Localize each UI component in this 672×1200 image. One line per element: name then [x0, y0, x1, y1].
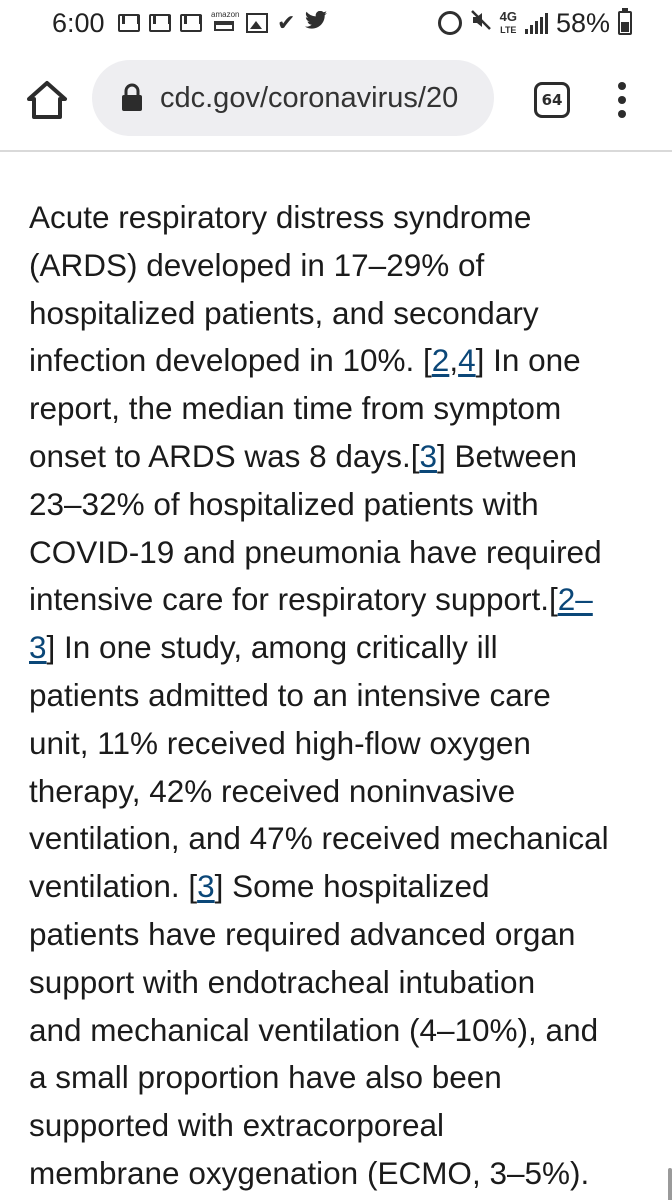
text-line: patients have required advanced organ [29, 915, 576, 952]
notification-icons [118, 9, 328, 37]
reference-link-3[interactable]: 3 [197, 868, 215, 905]
clipped-previous-text [30, 152, 490, 154]
text-fragment: , [449, 342, 459, 379]
article-paragraph [29, 194, 659, 1198]
web-page-content [0, 152, 672, 1200]
text-line: (ARDS) developed in 17–29% of [29, 246, 485, 283]
network-type [499, 8, 517, 36]
reference-link-2-3-part2[interactable]: 3 [29, 629, 47, 666]
reference-link-4[interactable]: 4 [458, 342, 476, 379]
alarm-icon [438, 11, 462, 35]
status-bar [0, 0, 672, 48]
text-line: hospitalized patients, and secondary [29, 294, 539, 331]
amazon-icon-label: amazon [211, 10, 240, 19]
browser-toolbar [0, 48, 672, 152]
text-line: intensive care for respiratory support.[ [29, 581, 558, 618]
reference-link-3[interactable]: 3 [419, 437, 437, 474]
twitter-icon [304, 11, 328, 36]
reference-link-2[interactable]: 2 [431, 342, 450, 379]
text-line: membrane oxygenation (ECMO, 3–5%). [29, 1154, 590, 1191]
mute-icon [470, 9, 492, 37]
menu-dot-icon [618, 110, 626, 118]
battery-fill [621, 22, 629, 32]
gmail-icon [180, 14, 202, 32]
battery-icon [618, 11, 632, 35]
text-line: ] In one [475, 342, 581, 379]
text-line: onset to ARDS was 8 days.[ [29, 437, 420, 474]
check-icon: ✔ [277, 10, 296, 35]
network-type-bottom: LTE [500, 24, 517, 35]
home-button[interactable] [24, 78, 70, 122]
text-line: therapy, 42% received noninvasive [29, 772, 516, 809]
overflow-menu-button[interactable] [610, 76, 634, 124]
gmail-icon [149, 14, 171, 32]
text-line: 23–32% of hospitalized patients with [29, 485, 539, 522]
home-icon [25, 79, 69, 121]
reference-link-2-3-part1[interactable]: 2– [557, 581, 593, 618]
text-line: ventilation, and 47% received mechanical [29, 820, 609, 857]
status-time: 6:00 [52, 8, 105, 38]
text-line: a small proportion have also been [29, 1059, 502, 1096]
text-line: ] Between [436, 437, 578, 474]
text-line: support with endotracheal intubation [29, 963, 536, 1000]
text-line: ventilation. [ [29, 868, 198, 905]
text-line: infection developed in 10%. [ [29, 342, 432, 379]
text-line: ] In one study, among critically ill [46, 629, 498, 666]
text-line: report, the median time from symptom [29, 390, 562, 427]
text-line: ] Some hospitalized [214, 868, 490, 905]
tab-count: 64 [541, 91, 563, 109]
lock-icon [120, 83, 144, 113]
scrollbar-thumb[interactable] [668, 1168, 672, 1200]
url-text[interactable]: cdc.gov/coronavirus/20 [160, 81, 459, 114]
system-icons [438, 8, 632, 38]
text-line: and mechanical ventilation (4–10%), and [29, 1011, 599, 1048]
text-line: COVID-19 and pneumonia have required [29, 533, 602, 570]
amazon-icon [211, 10, 240, 36]
menu-dot-icon [618, 96, 626, 104]
network-type-top: 4G [499, 8, 517, 24]
text-line: Acute respiratory distress syndrome [29, 199, 532, 235]
text-line: supported with extracorporeal [29, 1107, 444, 1144]
battery-percent: 58% [555, 8, 610, 38]
menu-dot-icon [618, 82, 626, 90]
gmail-icon [118, 14, 140, 32]
gallery-icon [246, 13, 268, 33]
tab-switcher-button[interactable] [534, 82, 570, 118]
text-line: patients admitted to an intensive care [29, 676, 551, 713]
signal-icon [525, 12, 548, 34]
address-bar[interactable] [92, 60, 494, 136]
text-line: unit, 11% received high-flow oxygen [29, 724, 531, 761]
